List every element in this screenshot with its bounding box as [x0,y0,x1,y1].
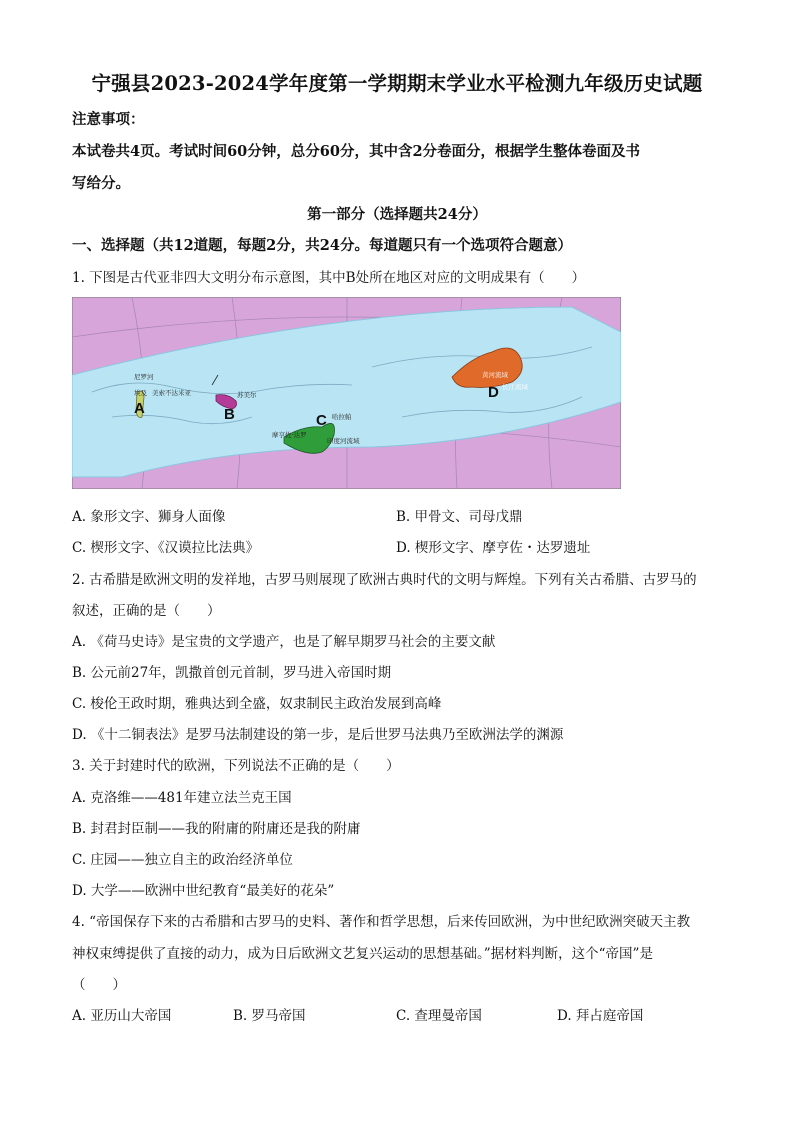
q2-option-c: C. 梭伦王政时期，雅典达到全盛，奴隶制民主政治发展到高峰 [72,696,442,712]
section-heading: 一、选择题（共12道题，每题2分，共24分。每道题只有一个选项符合题意） [72,237,572,254]
q3-option-c: C. 庄园——独立自主的政治经济单位 [72,852,293,868]
label-harappa: 哈拉帕 [332,413,352,421]
q4-option-c: C. 查理曼帝国 [396,1008,482,1024]
label-yellow: 黄河流域 [482,371,508,379]
q2-stem-2: 叙述，正确的是（ ） [72,603,221,619]
q1-option-d: D. 楔形文字、摩亨佐・达罗遗址 [396,540,591,556]
marker-b: B [224,406,235,423]
label-sumer: 苏美尔 [237,391,257,399]
q3-option-b: B. 封君封臣制——我的附庸的附庸还是我的附庸 [72,821,361,837]
q2-stem-1: 2. 古希腊是欧洲文明的发祥地，古罗马则展现了欧洲古典时代的文明与辉煌。下列有关古希腊、古罗马的 [72,572,697,588]
label-yangtze: 长江流域 [502,383,528,391]
q3-stem: 3. 关于封建时代的欧洲，下列说法不正确的是（ ） [72,758,400,774]
q4-option-d: D. 拜占庭帝国 [557,1008,644,1024]
q3-option-d: D. 大学——欧洲中世纪教育“最美好的花朵” [72,883,335,899]
exam-title: 宁强县2023-2024学年度第一学期期末学业水平检测九年级历史试题 [91,72,703,95]
q4-option-a: A. 亚历山大帝国 [72,1008,172,1024]
q1-option-a: A. 象形文字、狮身人面像 [72,509,226,525]
q1-option-b: B. 甲骨文、司母戊鼎 [396,509,523,525]
part-heading: 第一部分（选择题共24分） [307,206,487,223]
q1-option-c: C. 楔形文字、《汉谟拉比法典》 [72,540,260,556]
q2-option-d: D. 《十二铜表法》是罗马法制建设的第一步，是后世罗马法典乃至欧洲法学的渊源 [72,727,564,743]
notice-line-1: 本试卷共4页。考试时间60分钟，总分60分，其中含2分卷面分，根据学生整体卷面及书 [72,143,641,160]
q4-stem-3: （ ） [72,977,126,993]
marker-d: D [488,384,499,401]
q1-stem: 1. 下图是古代亚非四大文明分布示意图，其中B处所在地区对应的文明成果有（ ） [72,270,586,286]
q4-option-b: B. 罗马帝国 [233,1008,306,1024]
notice-line-2: 写给分。 [72,175,130,192]
marker-a: A [134,400,145,417]
q2-option-b: B. 公元前27年，凯撒首创元首制，罗马进入帝国时期 [72,665,392,681]
label-meso: 美索不达米亚 [152,389,191,397]
label-indus: 印度河流域 [327,437,360,445]
q4-stem-2: 神权束缚提供了直接的动力，成为日后欧洲文艺复兴运动的思想基础。”据材料判断，这个“帝国”是 [72,946,653,962]
marker-c: C [316,412,327,429]
label-nile: 尼罗河 [134,373,154,381]
q3-option-a: A. 克洛维——481年建立法兰克王国 [72,790,292,806]
ancient-civilizations-map [72,297,621,489]
q2-option-a: A. 《荷马史诗》是宝贵的文学遗产，也是了解早期罗马社会的主要文献 [72,634,496,650]
notice-heading: 注意事项： [72,111,145,128]
label-mohenjo: 摩亨佐·达罗 [272,431,307,439]
label-egypt: 埃及 [134,389,147,397]
q4-stem-1: 4. “帝国保存下来的古希腊和古罗马的史料、著作和哲学思想，后来传回欧洲，为中世纪欧洲突破天主教 [72,914,691,930]
